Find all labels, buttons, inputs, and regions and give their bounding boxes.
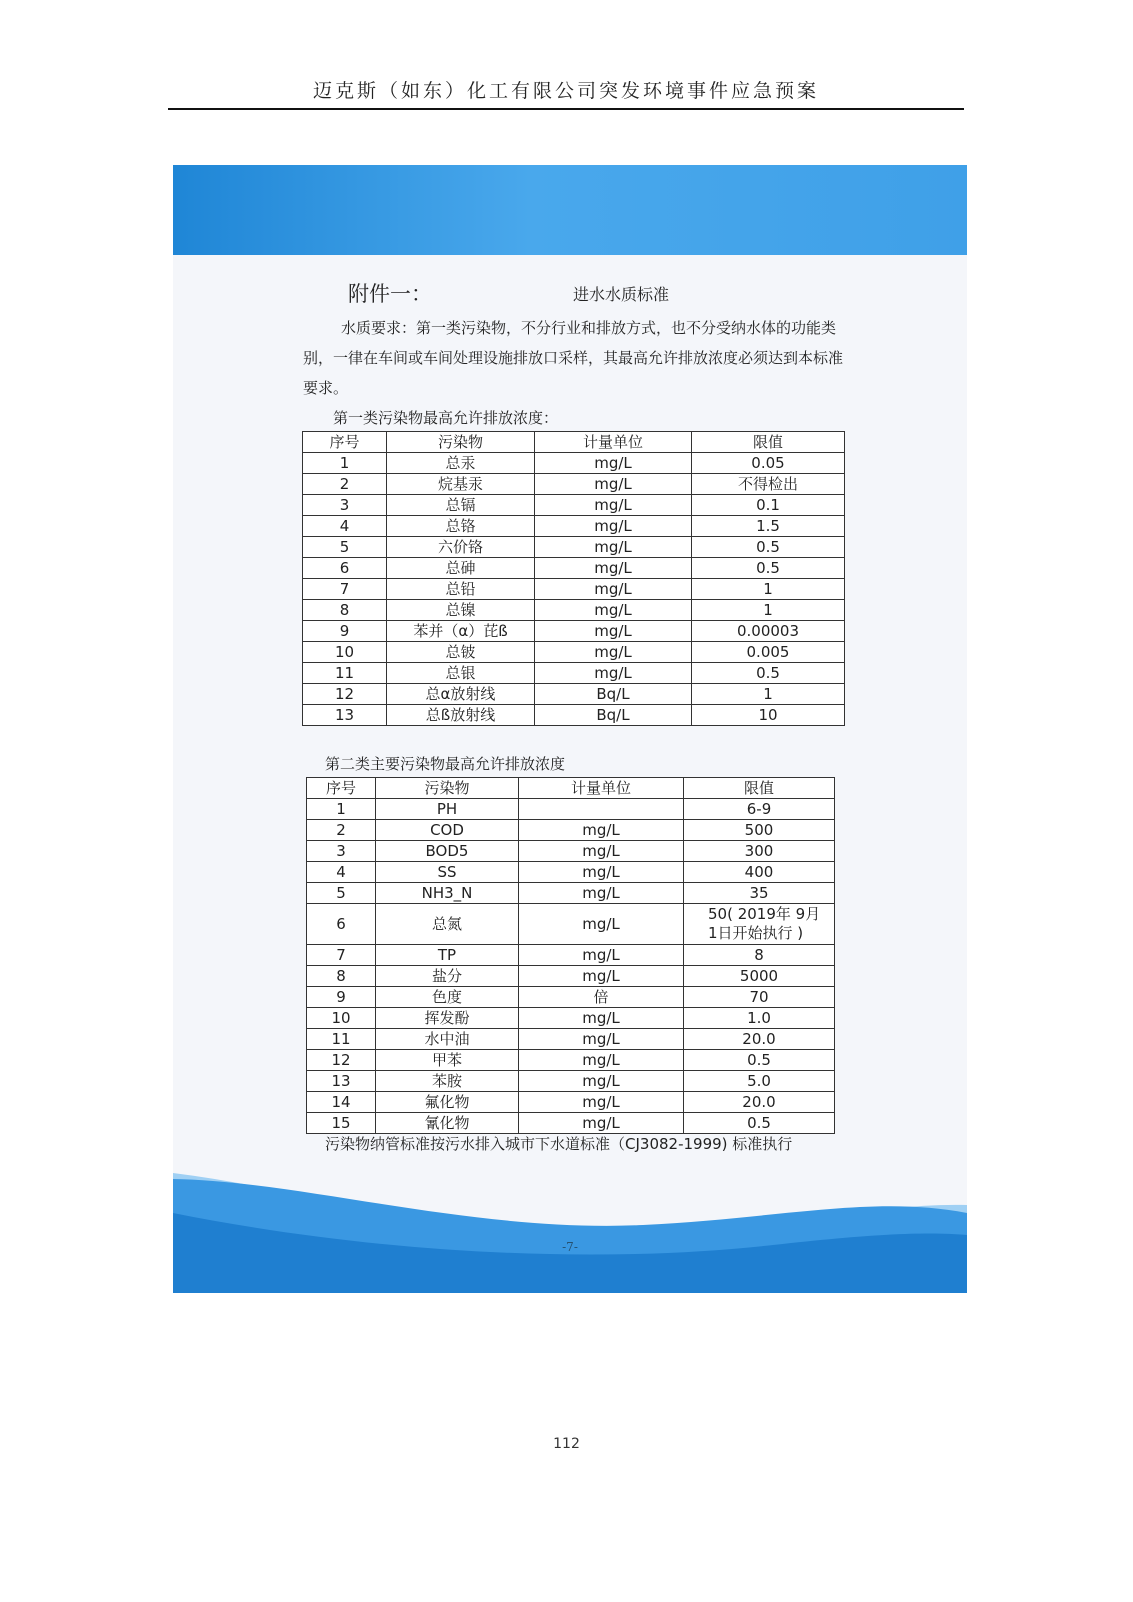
table-cell: 500 (684, 820, 835, 841)
table-cell: 1 (307, 799, 376, 820)
table-cell: 35 (684, 883, 835, 904)
table-row (307, 1071, 835, 1092)
header-rule (168, 108, 964, 110)
table-cell: COD (376, 820, 519, 841)
table-cell: SS (376, 862, 519, 883)
table-cell: 苯胺 (376, 1071, 519, 1092)
table-cell: 水中油 (376, 1029, 519, 1050)
table-row (303, 642, 845, 663)
table-cell: mg/L (519, 1092, 684, 1113)
table-row (307, 1050, 835, 1071)
table-cell: mg/L (535, 558, 692, 579)
table-cell: 6 (303, 558, 387, 579)
table-cell: 300 (684, 841, 835, 862)
attachment-label: 附件一： (348, 282, 432, 306)
footnote: 污染物纳管标准按污水排入城市下水道标准（CJ3082-1999) 标准执行 (325, 1135, 793, 1153)
table-cell: 0.5 (684, 1050, 835, 1071)
table-cell: 0.005 (692, 642, 845, 663)
table-cell: 不得检出 (692, 474, 845, 495)
header-cell: 限值 (684, 778, 835, 799)
table-cell: 总α放射线 (387, 684, 535, 705)
table-cell: 0.00003 (692, 621, 845, 642)
page-number: 112 (553, 1436, 580, 1452)
table-row (303, 663, 845, 684)
table-cell: mg/L (519, 1050, 684, 1071)
table-cell: mg/L (519, 1029, 684, 1050)
table-cell: mg/L (535, 453, 692, 474)
table-row (307, 883, 835, 904)
table-cell: 15 (307, 1113, 376, 1134)
table-cell: 1 (692, 684, 845, 705)
table-cell: 总ß放射线 (387, 705, 535, 726)
table-row (303, 537, 845, 558)
table-cell: mg/L (535, 621, 692, 642)
table-cell: 10 (303, 642, 387, 663)
table-cell: mg/L (535, 495, 692, 516)
table-cell: mg/L (535, 516, 692, 537)
inner-page-number: -7- (562, 1240, 578, 1254)
table-row (307, 1008, 835, 1029)
table-cell: mg/L (535, 600, 692, 621)
table-cell: 5.0 (684, 1071, 835, 1092)
table-cell: Bq/L (535, 705, 692, 726)
table-cell: 13 (303, 705, 387, 726)
table-row (303, 558, 845, 579)
table-cell: 六价铬 (387, 537, 535, 558)
table-class1-pollutants (302, 431, 845, 726)
table-cell: 6 (307, 904, 376, 945)
table-cell: 色度 (376, 987, 519, 1008)
table-cell: 苯并（α）芘ß (387, 621, 535, 642)
header-cell: 计量单位 (519, 778, 684, 799)
table-cell: 10 (692, 705, 845, 726)
table-cell: mg/L (519, 1113, 684, 1134)
table-cell: 总镉 (387, 495, 535, 516)
table-cell: 0.5 (692, 558, 845, 579)
table-cell: 11 (307, 1029, 376, 1050)
table-cell: mg/L (519, 1071, 684, 1092)
table-cell: mg/L (519, 820, 684, 841)
table-cell: NH3_N (376, 883, 519, 904)
table-cell: 烷基汞 (387, 474, 535, 495)
table-cell: mg/L (535, 579, 692, 600)
header-cell: 计量单位 (535, 432, 692, 453)
table-cell: 1.5 (692, 516, 845, 537)
table-cell: 20.0 (684, 1092, 835, 1113)
table-cell: mg/L (519, 1008, 684, 1029)
table-cell: mg/L (519, 883, 684, 904)
table-class2-pollutants (306, 777, 835, 1134)
table-row (303, 684, 845, 705)
table-cell: 5000 (684, 966, 835, 987)
table-cell: 7 (307, 945, 376, 966)
table-cell: 倍 (519, 987, 684, 1008)
table-cell: 总铍 (387, 642, 535, 663)
table-cell: mg/L (535, 474, 692, 495)
table-cell: 总氮 (376, 904, 519, 945)
table-cell: 6-9 (684, 799, 835, 820)
top-blue-band (173, 165, 967, 255)
table-row (307, 841, 835, 862)
table-cell: 4 (307, 862, 376, 883)
table-row (307, 820, 835, 841)
table-cell: 氟化物 (376, 1092, 519, 1113)
table-row (307, 1092, 835, 1113)
table-cell: 0.5 (692, 663, 845, 684)
header-cell: 序号 (307, 778, 376, 799)
table-row (303, 474, 845, 495)
table-cell: 8 (684, 945, 835, 966)
table-cell: mg/L (535, 663, 692, 684)
table-cell: mg/L (535, 642, 692, 663)
table-cell: 0.5 (684, 1113, 835, 1134)
table-cell: 挥发酚 (376, 1008, 519, 1029)
table-header-row (303, 432, 845, 453)
table-cell: 7 (303, 579, 387, 600)
header-cell: 序号 (303, 432, 387, 453)
table-cell: 5 (303, 537, 387, 558)
table-cell: 氰化物 (376, 1113, 519, 1134)
table-cell: mg/L (519, 904, 684, 945)
table-row (303, 495, 845, 516)
table-cell: 0.05 (692, 453, 845, 474)
bottom-wave-decoration (173, 1173, 967, 1293)
table-cell: 50( 2019年 9月 1日开始执行 ) (684, 904, 835, 945)
table-cell: 总砷 (387, 558, 535, 579)
table-cell: 总镍 (387, 600, 535, 621)
table-cell: 1 (692, 600, 845, 621)
table-cell: 总铬 (387, 516, 535, 537)
table-row (307, 904, 835, 945)
table-row (303, 516, 845, 537)
scanned-page (173, 165, 967, 1293)
table-cell: 1 (692, 579, 845, 600)
table-cell: 盐分 (376, 966, 519, 987)
table-row (303, 453, 845, 474)
table-cell: 20.0 (684, 1029, 835, 1050)
table-cell: mg/L (519, 841, 684, 862)
table-row (303, 579, 845, 600)
table-cell: Bq/L (535, 684, 692, 705)
table-cell: 10 (307, 1008, 376, 1029)
table-cell: 3 (303, 495, 387, 516)
table-cell: 总铅 (387, 579, 535, 600)
table-cell: 4 (303, 516, 387, 537)
table-cell: 1.0 (684, 1008, 835, 1029)
table-cell: mg/L (535, 537, 692, 558)
table-cell: TP (376, 945, 519, 966)
header-cell: 污染物 (376, 778, 519, 799)
table-cell: 9 (307, 987, 376, 1008)
table-cell: 14 (307, 1092, 376, 1113)
table-row (307, 1029, 835, 1050)
table-row (303, 621, 845, 642)
table-cell: 9 (303, 621, 387, 642)
table-header-row (307, 778, 835, 799)
table-cell: 2 (307, 820, 376, 841)
table-cell: BOD5 (376, 841, 519, 862)
table-cell: 总汞 (387, 453, 535, 474)
table-cell (519, 799, 684, 820)
table-cell: 3 (307, 841, 376, 862)
table-row (307, 862, 835, 883)
table-row (307, 1113, 835, 1134)
table-cell: mg/L (519, 862, 684, 883)
table-cell: 70 (684, 987, 835, 1008)
table2-caption: 第二类主要污染物最高允许排放浓度 (325, 755, 566, 773)
table-row (307, 987, 835, 1008)
table-row (307, 945, 835, 966)
table-row (303, 600, 845, 621)
table-cell: 0.1 (692, 495, 845, 516)
table-cell: mg/L (519, 945, 684, 966)
table-row (303, 705, 845, 726)
header-cell: 限值 (692, 432, 845, 453)
document-header-title: 迈克斯（如东）化工有限公司突发环境事件应急预案 (312, 80, 819, 102)
table-cell: 400 (684, 862, 835, 883)
intro-paragraph: 水质要求：第一类污染物，不分行业和排放方式，也不分受纳水体的功能类别，一律在车间或车间处理设施排放口采样，其最高允许排放浓度必须达到本标准要求。 (303, 319, 844, 397)
table-cell: 12 (307, 1050, 376, 1071)
table-cell: mg/L (519, 966, 684, 987)
table-cell: 总银 (387, 663, 535, 684)
table-cell: 1 (303, 453, 387, 474)
table-cell: PH (376, 799, 519, 820)
table-cell: 5 (307, 883, 376, 904)
header-cell: 污染物 (387, 432, 535, 453)
table1-caption: 第一类污染物最高允许排放浓度： (333, 409, 559, 427)
table-cell: 11 (303, 663, 387, 684)
table-row (307, 799, 835, 820)
table-cell: 8 (307, 966, 376, 987)
table-row (307, 966, 835, 987)
table-cell: 12 (303, 684, 387, 705)
table-cell: 13 (307, 1071, 376, 1092)
table-cell: 2 (303, 474, 387, 495)
attachment-title: 进水水质标准 (573, 285, 670, 304)
table-cell: 0.5 (692, 537, 845, 558)
table-cell: 甲苯 (376, 1050, 519, 1071)
table-cell: 8 (303, 600, 387, 621)
